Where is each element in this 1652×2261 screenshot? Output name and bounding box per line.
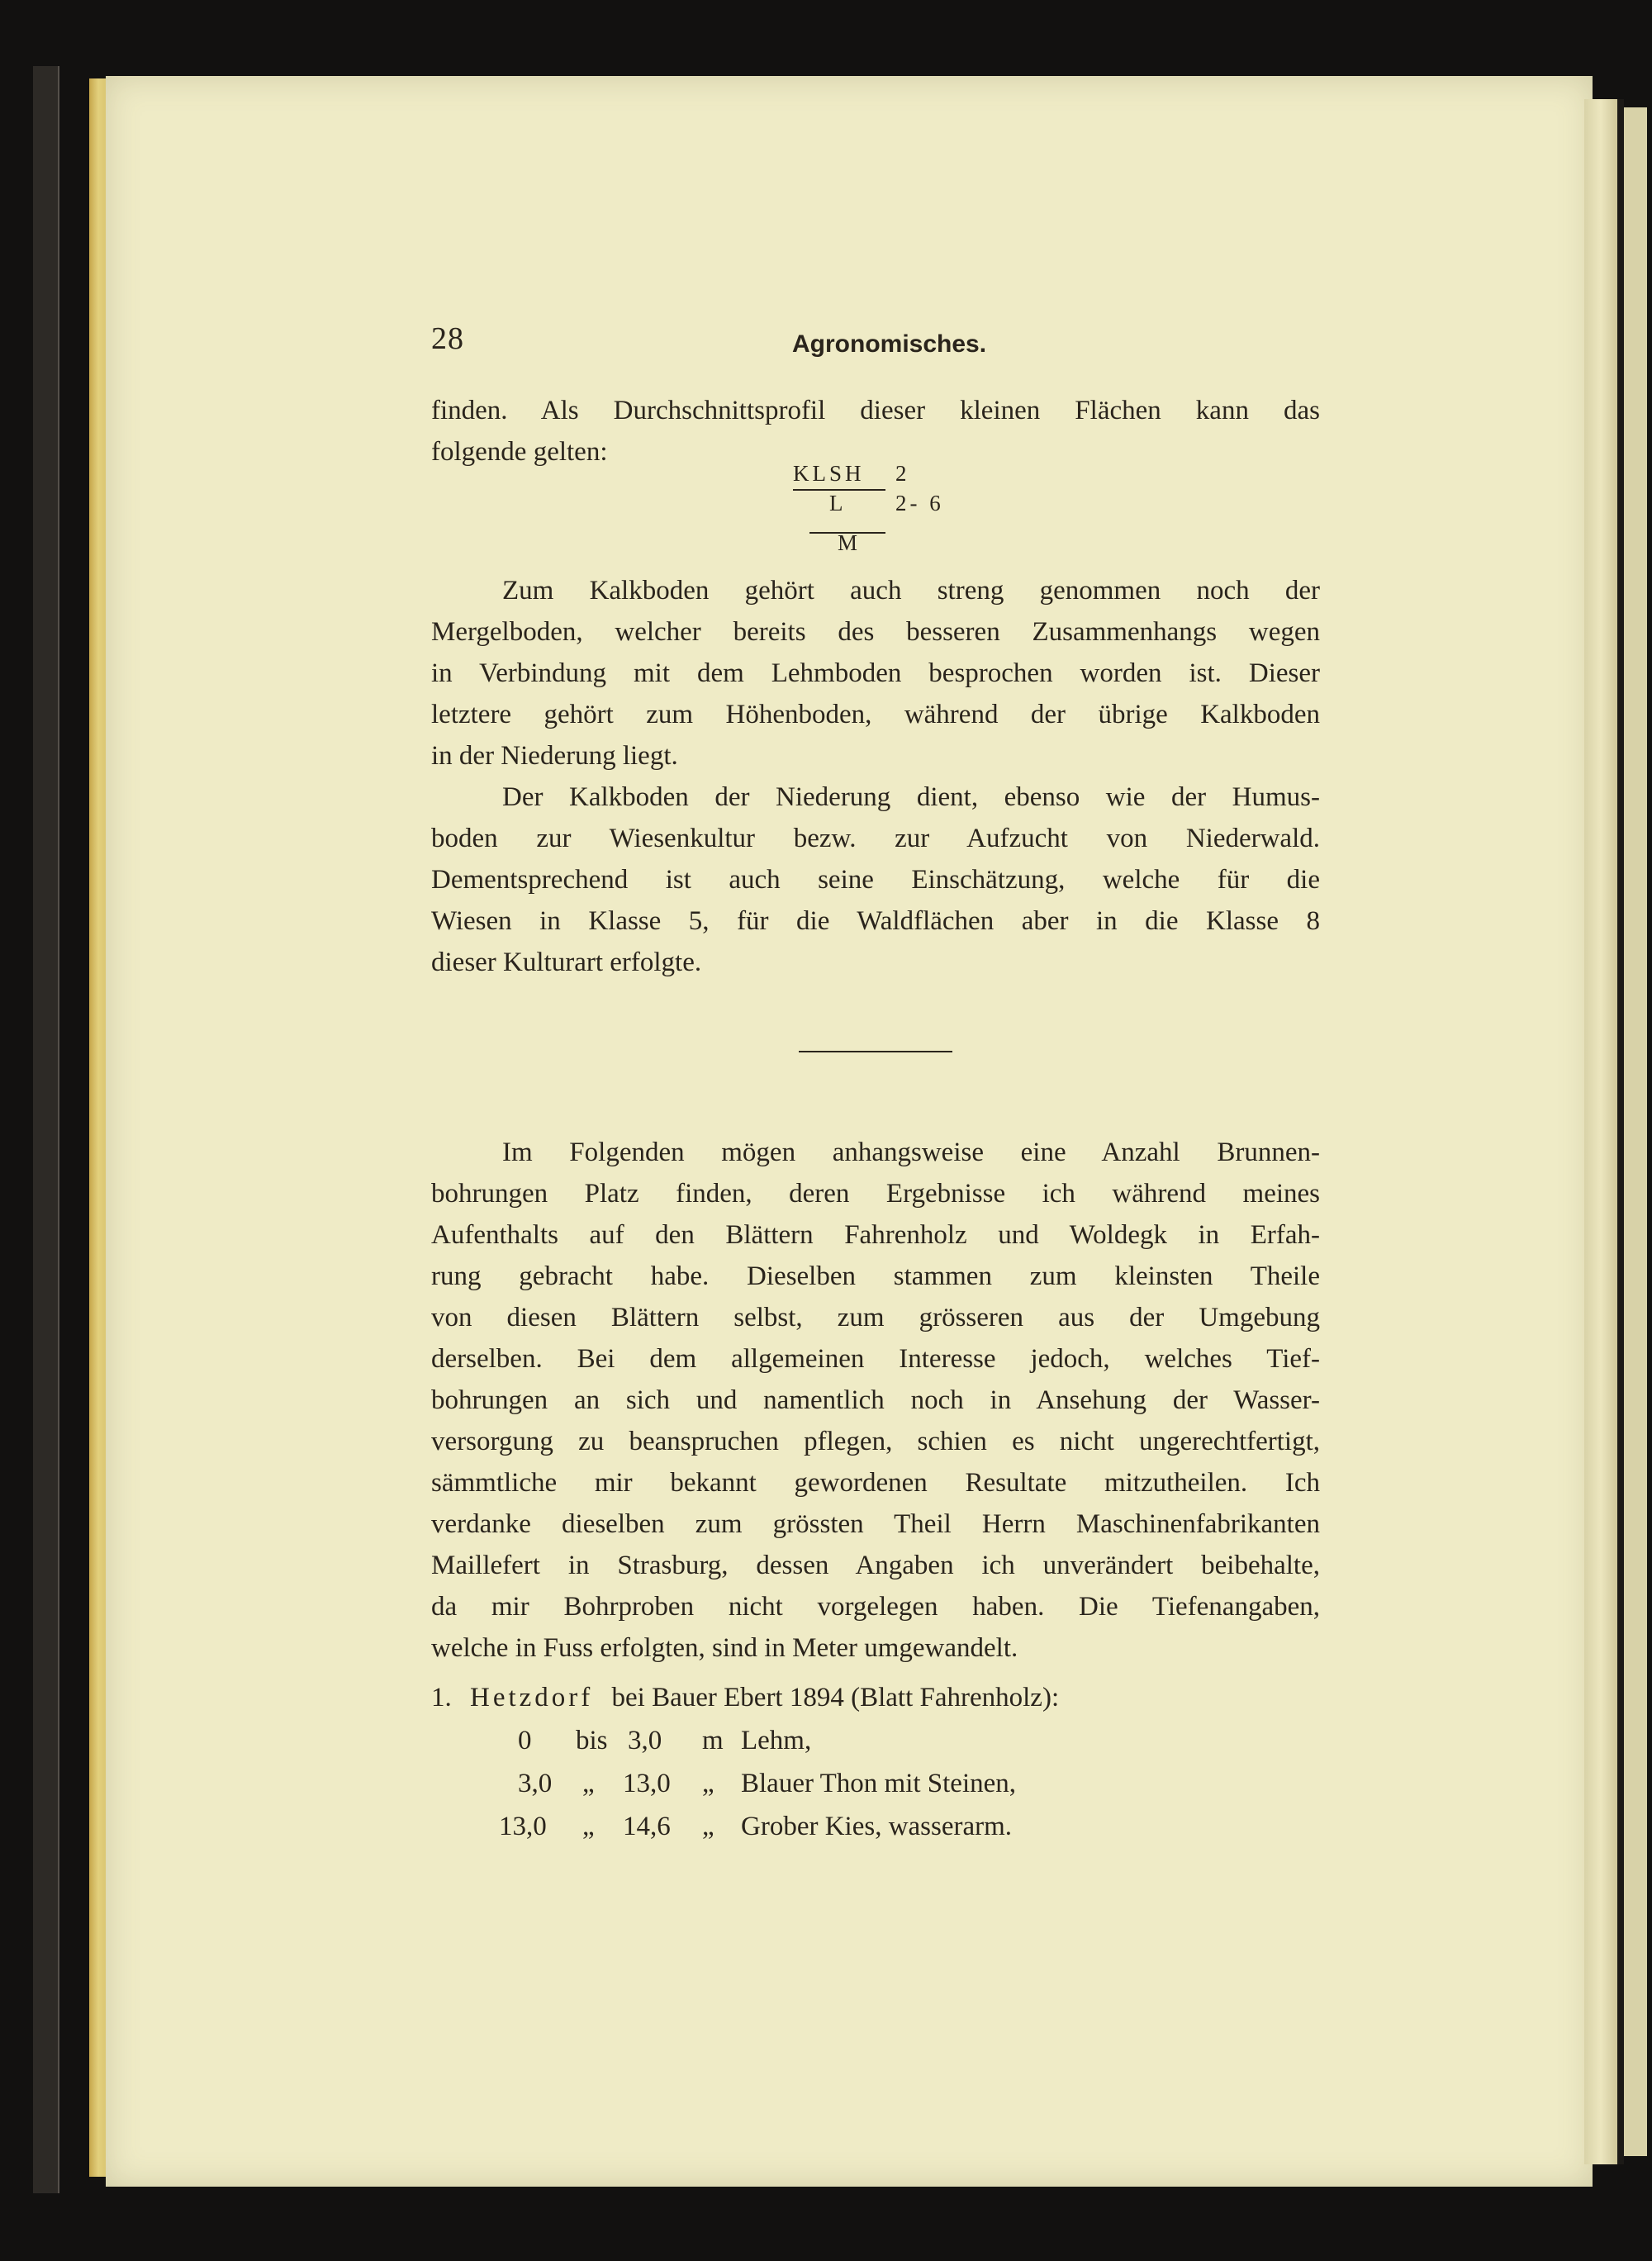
profile-layer-2: L xyxy=(829,491,847,515)
soil-profile-formula xyxy=(793,461,975,560)
depth-unit: m xyxy=(702,1726,724,1755)
depth-from: 0 xyxy=(518,1726,532,1755)
text-line: Der Kalkboden der Niederung dient, ebenso wie der Humus- xyxy=(502,782,1320,812)
page-stack-edge xyxy=(1584,99,1617,2164)
text-line: von diesen Blättern selbst, zum grösseren aus der Umgebung xyxy=(431,1303,1320,1332)
paragraph-niederung xyxy=(431,777,1320,983)
text-line: in der Niederung liegt. xyxy=(431,741,678,771)
depth-separator: bis xyxy=(576,1726,608,1755)
next-leaf-edge xyxy=(1624,107,1647,2156)
text-line: finden. Als Durchschnittsprofil dieser kleinen Flächen kann das xyxy=(431,396,1320,425)
text-line: bohrungen Platz finden, deren Ergebnisse ich während meines xyxy=(431,1179,1320,1209)
text-line: boden zur Wiesenkultur bezw. zur Aufzucht von Niederwald. xyxy=(431,824,1320,853)
entry-description: bei Bauer Ebert 1894 (Blatt Fahrenholz): xyxy=(611,1683,1060,1712)
gilt-page-edge xyxy=(89,78,107,2177)
text-line: Dementsprechend ist auch seine Einschätzung, welche für die xyxy=(431,865,1320,895)
text-line: dieser Kulturart erfolgte. xyxy=(431,948,702,977)
depth-to: 3,0 xyxy=(628,1726,662,1755)
profile-layer-3: M xyxy=(838,530,862,555)
layer-description: Blauer Thon mit Steinen, xyxy=(741,1769,1017,1798)
depth-from: 3,0 xyxy=(518,1769,553,1798)
text-line: Zum Kalkboden gehört auch streng genommen noch der xyxy=(502,576,1320,606)
depth-unit: „ xyxy=(702,1812,714,1841)
text-line: derselben. Bei dem allgemeinen Interesse jedoch, welches Tief- xyxy=(431,1344,1320,1374)
text-line: Aufenthalts auf den Blättern Fahrenholz und Woldegk in Erfah- xyxy=(431,1220,1320,1250)
depth-separator: „ xyxy=(582,1769,595,1798)
depth-to: 14,6 xyxy=(623,1812,671,1841)
depth-unit: „ xyxy=(702,1769,714,1798)
text-line: da mir Bohrproben nicht vorgelegen haben. Die Tiefenangaben, xyxy=(431,1592,1320,1622)
depth-from: 13,0 xyxy=(499,1812,547,1841)
book-binding xyxy=(33,66,59,2193)
depth-to: 13,0 xyxy=(623,1769,671,1798)
text-line: in Verbindung mit dem Lehmboden besprochen worden ist. Dieser xyxy=(431,658,1320,688)
text-line: rung gebracht habe. Dieselben stammen zum kleinsten Theile xyxy=(431,1261,1320,1291)
page-number: 28 xyxy=(431,321,464,356)
page-header xyxy=(431,321,1320,370)
leaf-gap xyxy=(1617,99,1624,2164)
entry-place: Hetzdorf xyxy=(470,1683,594,1712)
paragraph-brunnenbohrungen xyxy=(431,1132,1320,1669)
text-line: welche in Fuss erfolgten, sind in Meter umgewandelt. xyxy=(431,1633,1018,1663)
layer-description: Grober Kies, wasserarm. xyxy=(741,1812,1013,1841)
text-line: folgende gelten: xyxy=(431,437,608,467)
section-separator xyxy=(799,1051,952,1052)
profile-layer-1: KLSH xyxy=(793,461,865,486)
running-title: Agronomisches. xyxy=(792,330,987,358)
text-line: Wiesen in Klasse 5, für die Waldflächen aber in die Klasse 8 xyxy=(431,906,1320,936)
intro-paragraph xyxy=(431,390,1320,473)
layer-description: Lehm, xyxy=(741,1726,812,1755)
profile-value-1: 2 xyxy=(895,461,910,486)
text-line: verdanke dieselben zum grössten Theil Herrn Maschinenfabrikanten xyxy=(431,1509,1320,1539)
text-line: versorgung zu beanspruchen pflegen, schien es nicht ungerechtfertigt, xyxy=(431,1427,1320,1456)
text-line: sämmtliche mir bekannt gewordenen Resultate mitzutheilen. Ich xyxy=(431,1468,1320,1498)
text-line: Maillefert in Strasburg, dessen Angaben ich unverändert beibehalte, xyxy=(431,1551,1320,1580)
profile-value-2: 2- 6 xyxy=(895,491,944,515)
text-line: Im Folgenden mögen anhangsweise eine Anzahl Brunnen- xyxy=(502,1138,1320,1167)
entry-number: 1. xyxy=(431,1683,452,1712)
depth-separator: „ xyxy=(582,1812,595,1841)
text-line: letztere gehört zum Höhenboden, während der übrige Kalkboden xyxy=(431,700,1320,729)
borehole-entry-heading xyxy=(431,1677,1070,1718)
text-line: bohrungen an sich und namentlich noch in Ansehung der Wasser- xyxy=(431,1385,1320,1415)
paragraph-mergelboden xyxy=(431,570,1320,777)
text-line: Mergelboden, welcher bereits des besseren Zusammenhangs wegen xyxy=(431,617,1320,647)
